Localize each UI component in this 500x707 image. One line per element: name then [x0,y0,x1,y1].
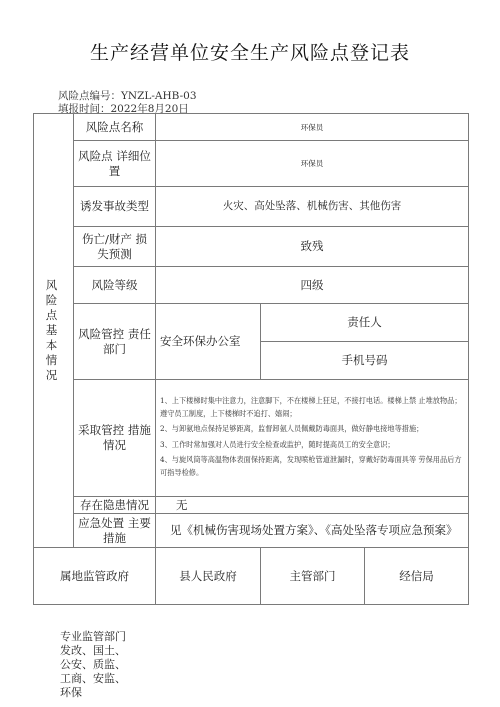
loss-forecast-label: 伤亡/财产 损失预测 [74,227,156,267]
measure-item: 2、与卸氨地点保持足够距离，监督卸氨人员佩戴防毒面具，做好静电接地等措施； [160,424,424,433]
phone-number-label: 手机号码 [261,342,469,380]
footer-line: 工商、安监、 [60,672,126,685]
row-control-measures [34,380,469,497]
row-risk-name [34,114,469,141]
footer-line: 专业监管部门 [60,630,126,643]
row-accident-type [34,187,469,227]
page-title: 生产经营单位安全生产风险点登记表 [89,42,410,64]
risk-name-value: 环保员 [156,114,469,141]
row-location [34,141,469,187]
footer-line: 公安、质监、 [60,658,126,671]
responsible-person-label: 责任人 [261,304,469,342]
risk-name-label: 风险点名称 [74,114,156,141]
basic-info-side-label: 风 险 点 基 本 情 况 [34,114,74,548]
dept-cells [261,548,469,605]
risk-level-value: 四级 [156,267,469,304]
location-value: 环保员 [156,141,469,187]
row-emergency [34,514,469,548]
accident-type-value: 火灾、高处坠落、机械伤害、其他伤害 [156,187,469,227]
emergency-label: 应急处置 主要措施 [74,514,156,548]
measure-item: 1、上下楼梯时集中注意力，注意脚下，不在楼梯上狂足，不接打电话。楼梯上禁 止堆放物品；遵守员工制度，上下楼梯时不追打、嬉闹； [160,396,462,418]
measure-item: 3、工作时常加强对人员进行安全检查或监护，随时提高员工的安全意识； [160,439,395,449]
footer-line: 环保 [60,686,82,699]
emergency-value: 见《机械伤害现场处置方案》、《高处坠落专项应急预案》 [156,514,469,548]
measures-list [156,380,469,497]
row-supervision [34,548,469,605]
location-label: 风险点 详细位置 [74,141,156,187]
control-dept-value: 安全环保办公室 [156,304,261,380]
control-dept-label: 风险管控 责任部门 [74,304,156,380]
risk-point-code: 风险点编号：YNZL-AHB-03 [58,90,197,102]
hazard-value: 无 [156,497,469,514]
local-gov-value: 县人民政府 [156,548,261,605]
supervising-dept-label: 主管部门 [261,548,365,604]
fill-date: 填报时间：2022年8月20日 [58,103,189,115]
accident-type-label: 诱发事故类型 [74,187,156,227]
risk-level-label: 风险等级 [74,267,156,304]
supervising-dept-value: 经信局 [399,568,434,583]
footer-line: 发改、国土、 [60,644,126,657]
hazard-label: 存在隐患情况 [74,497,156,514]
measures-label: 采取管控 措施情况 [74,380,156,497]
local-gov-label: 属地监管政府 [34,548,156,605]
row-hazard [34,497,469,514]
loss-forecast-value: 致残 [156,227,469,267]
professional-supervision-block [60,630,126,700]
row-risk-level [34,267,469,304]
measure-item: 4、与旋风筒等高温物体表面保持距离，发现喷枪管道泄漏时，穿戴好防毒面具等 劳保用品后方可指导检修。 [160,455,462,477]
risk-registration-table [33,113,469,605]
row-loss-forecast [34,227,469,267]
row-control-dept [34,304,469,342]
